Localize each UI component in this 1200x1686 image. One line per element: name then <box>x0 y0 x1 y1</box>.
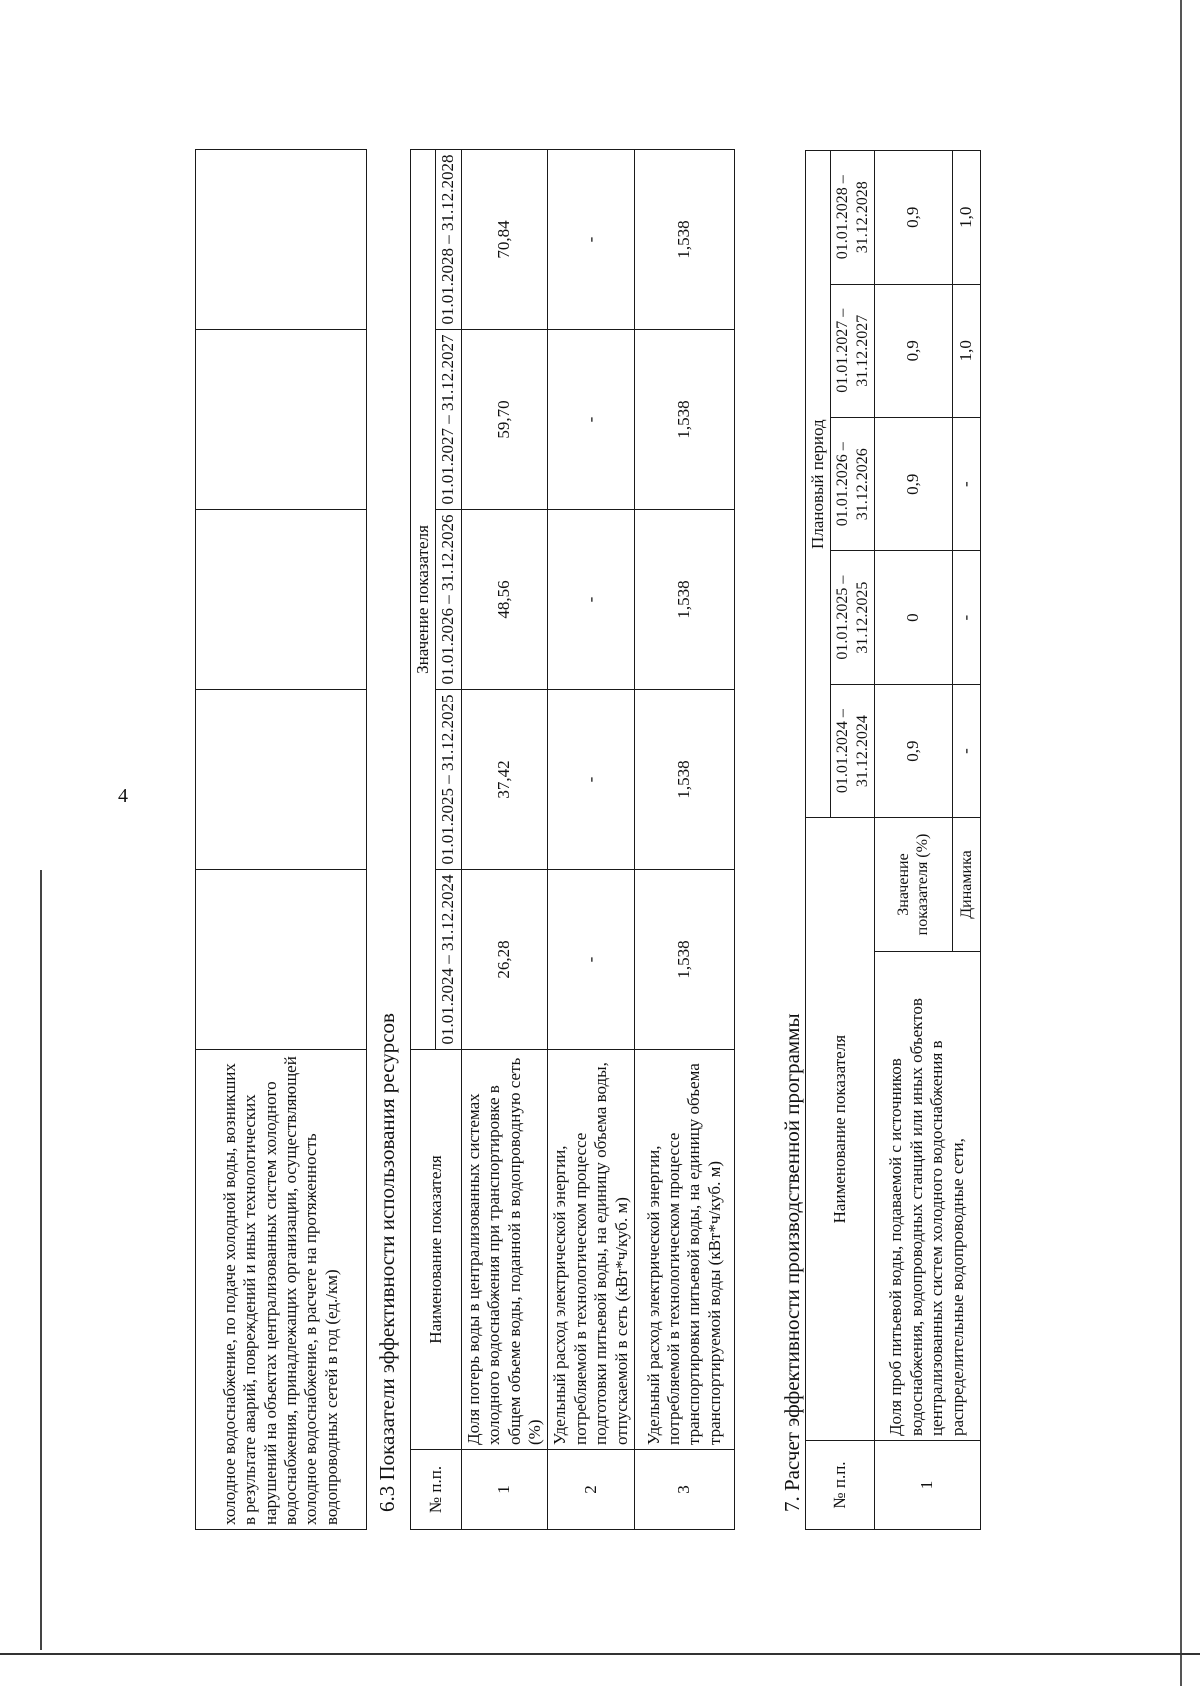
period-header: 01.01.2027 – 31.12.2027 <box>436 330 461 510</box>
row-value: 0,9 <box>874 684 952 817</box>
row-num: 2 <box>548 1450 635 1530</box>
row-num: 3 <box>634 1450 734 1530</box>
row-name: Удельный расход электрической энергии, потребляемой в технологическом процессе транспортировки питьевой воды, на единицу объема транспортируемой воды (кВт*ч/куб. м) <box>634 1050 734 1450</box>
period-header: 01.01.2024 – 31.12.2024 <box>831 684 874 817</box>
table-row <box>548 150 635 1530</box>
row-value: 1,538 <box>634 510 734 690</box>
section-title: 6.3 Показатели эффективности использования ресурсов <box>375 1013 399 1512</box>
period-header: 01.01.2025 – 31.12.2025 <box>831 551 874 684</box>
period-header: 01.01.2027 – 31.12.2027 <box>831 284 874 417</box>
period-header: 01.01.2025 – 31.12.2025 <box>436 690 461 870</box>
col-header-num: № п.п. <box>806 1441 875 1530</box>
continuation-text: холодное водоснабжение, по подаче холодной воды, возникших в результате аварий, повреждений и иных технологических нарушений на объектах централизованных систем холодного водоснабжения, принадлежащих организации, осуществляющей холодное водоснабжение, в расчете на протяженность водопроводных сетей в год (ед./км) <box>196 1050 367 1530</box>
resource-efficiency-table <box>410 149 735 1530</box>
scan-edge-bottom <box>0 1653 1200 1655</box>
col-header-name: Наименование показателя <box>806 818 875 1441</box>
col-header-value: Значение показателя <box>411 150 436 1050</box>
row-value: 70,84 <box>461 150 548 330</box>
row-value: - <box>548 330 635 510</box>
row-value: 59,70 <box>461 330 548 510</box>
sub-label: Динамика <box>952 818 980 951</box>
row-value: - <box>548 510 635 690</box>
scan-edge-right <box>1180 0 1182 1686</box>
continuation-table <box>195 149 367 1530</box>
row-value: 1,538 <box>634 690 734 870</box>
empty-cell <box>196 510 367 690</box>
scan-edge-left <box>40 870 42 1650</box>
row-value: - <box>952 684 980 817</box>
empty-cell <box>196 330 367 510</box>
row-num: 1 <box>874 1441 980 1530</box>
row-num: 1 <box>461 1450 548 1530</box>
row-value: - <box>952 417 980 550</box>
col-header-plan: Плановый период <box>806 151 831 818</box>
row-value: 37,42 <box>461 690 548 870</box>
row-value: - <box>548 690 635 870</box>
period-header: 01.01.2028 – 31.12.2028 <box>831 151 874 285</box>
production-efficiency-table <box>805 150 981 1530</box>
table-row <box>634 150 734 1530</box>
rotated-document-body <box>195 150 1095 1530</box>
row-value: 48,56 <box>461 510 548 690</box>
row-name: Доля потерь воды в централизованных системах холодного водоснабжения при транспортировке в общем объеме воды, поданной в водопроводную сеть (%) <box>461 1050 548 1450</box>
empty-cell <box>196 150 367 330</box>
period-header: 01.01.2024 – 31.12.2024 <box>436 870 461 1050</box>
row-value: 1,0 <box>952 151 980 285</box>
row-name: Доля проб питьевой воды, подаваемой с источников водоснабжения, водопроводных станций или иных объектов централизованных систем холодного водоснабжения в распределительные водопроводные сети, <box>874 951 980 1440</box>
period-header: 01.01.2026 – 31.12.2026 <box>436 510 461 690</box>
row-value: 0 <box>874 551 952 684</box>
table-header-row <box>806 151 831 1530</box>
empty-cell <box>196 870 367 1050</box>
page-number: 4 <box>118 785 128 807</box>
table-row <box>196 150 367 1530</box>
row-value: - <box>548 870 635 1050</box>
period-header: 01.01.2026 – 31.12.2026 <box>831 417 874 550</box>
section-title: 7. Расчет эффективности производственной программы <box>780 1013 804 1512</box>
col-header-num: № п.п. <box>411 1450 462 1530</box>
row-value: 0,9 <box>874 151 952 285</box>
row-value: 1,538 <box>634 870 734 1050</box>
row-value: 1,538 <box>634 330 734 510</box>
sub-label: Значение показателя (%) <box>874 818 952 951</box>
col-header-name: Наименование показателя <box>411 1050 462 1450</box>
row-name: Удельный расход электрической энергии, потребляемой в технологическом процессе подготовки питьевой воды, на единицу объема воды, отпускаемой в сеть (кВт*ч/куб. м) <box>548 1050 635 1450</box>
row-value: 0,9 <box>874 284 952 417</box>
period-header: 01.01.2028 – 31.12.2028 <box>436 150 461 330</box>
row-value: 26,28 <box>461 870 548 1050</box>
table-row <box>874 151 952 1530</box>
row-value: 1,538 <box>634 150 734 330</box>
row-value: - <box>548 150 635 330</box>
table-row <box>461 150 548 1530</box>
row-value: - <box>952 551 980 684</box>
empty-cell <box>196 690 367 870</box>
row-value: 0,9 <box>874 417 952 550</box>
row-value: 1,0 <box>952 284 980 417</box>
table-header-row <box>411 150 436 1530</box>
